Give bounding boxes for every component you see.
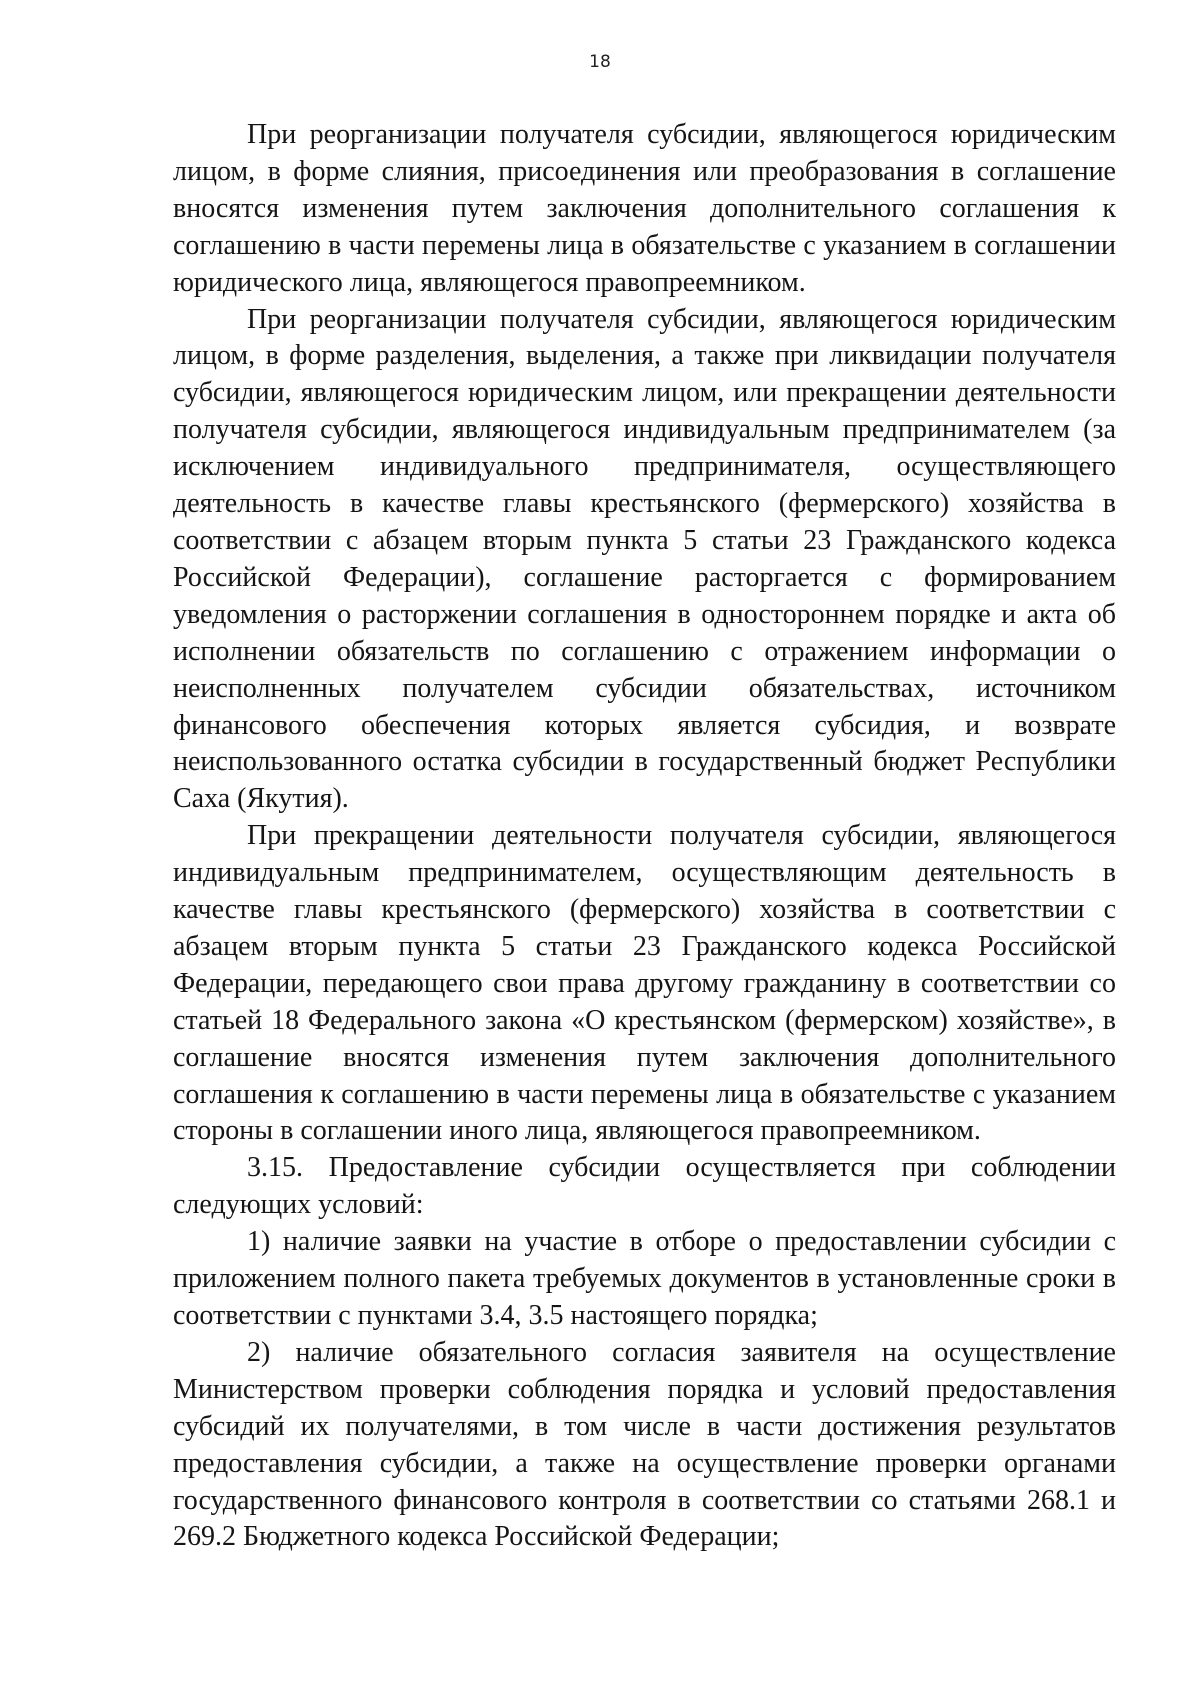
paragraph-reorganization-merger: При реорганизации получателя субсидии, являющегося юридическим лицом, в форме слияния, присоединения или преобразования в соглашение вносятся изменения путем заключения дополнительного соглашения к соглашению в части перемены лица в обязательстве с указанием в соглашении юридического лица, являющегося правопреемником. — [173, 119, 1116, 298]
document-body — [173, 117, 1116, 1556]
paragraph-condition-1: 1) наличие заявки на участие в отборе о предоставлении субсидии с приложением полного пакета требуемых документов в установленные сроки в соответствии с пунктами 3.4, 3.5 настоящего порядка; — [173, 1226, 1116, 1331]
paragraph-condition-2: 2) наличие обязательного согласия заявителя на осуществление Министерством проверки соблюдения порядка и условий предоставления субсидий их получателями, в том числе в части достижения результатов предоставления субсидии, а также на осуществление проверки органами государственного финансового контроля в соответствии со статьями 268.1 и 269.2 Бюджетного кодекса Российской Федерации; — [173, 1336, 1116, 1553]
paragraph-termination-farm-head: При прекращении деятельности получателя субсидии, являющегося индивидуальным предпринимателем, осуществляющим деятельность в качестве главы крестьянского (фермерского) хозяйства в соответствии с абзацем вторым пункта 5 статьи 23 Гражданского кодекса Российской Федерации, передающего свои права другому гражданину в соответствии со статьей 18 Федерального закона «О крестьянском (фермерском) хозяйстве», в соглашение вносятся изменения путем заключения дополнительного соглашения к соглашению в части перемены лица в обязательстве с указанием стороны в соглашении иного лица, являющегося правопреемником. — [173, 820, 1116, 1147]
paragraph-reorganization-division: При реорганизации получателя субсидии, являющегося юридическим лицом, в форме разделения, выделения, а также при ликвидации получателя субсидии, являющегося юридическим лицом, или прекращении деятельности получателя субсидии, являющегося индивидуальным предпринимателем (за исключением индивидуального предпринимателя, осуществляющего деятельность в качестве главы крестьянского (фермерского) хозяйства в соответствии с абзацем вторым пункта 5 статьи 23 Гражданского кодекса Российской Федерации), соглашение расторгается с формированием уведомления о расторжении соглашения в одностороннем порядке и акта об исполнении обязательств по соглашению с отражением информации о неисполненных получателем субсидии обязательствах, источником финансового обеспечения которых является субсидия, и возврате неиспользованного остатка субсидии в государственный бюджет Республики Саха (Якутия). — [173, 303, 1116, 815]
page-number: 18 — [589, 52, 611, 72]
paragraph-clause-3-15: 3.15. Предоставление субсидии осуществляется при соблюдении следующих условий: — [173, 1152, 1116, 1221]
